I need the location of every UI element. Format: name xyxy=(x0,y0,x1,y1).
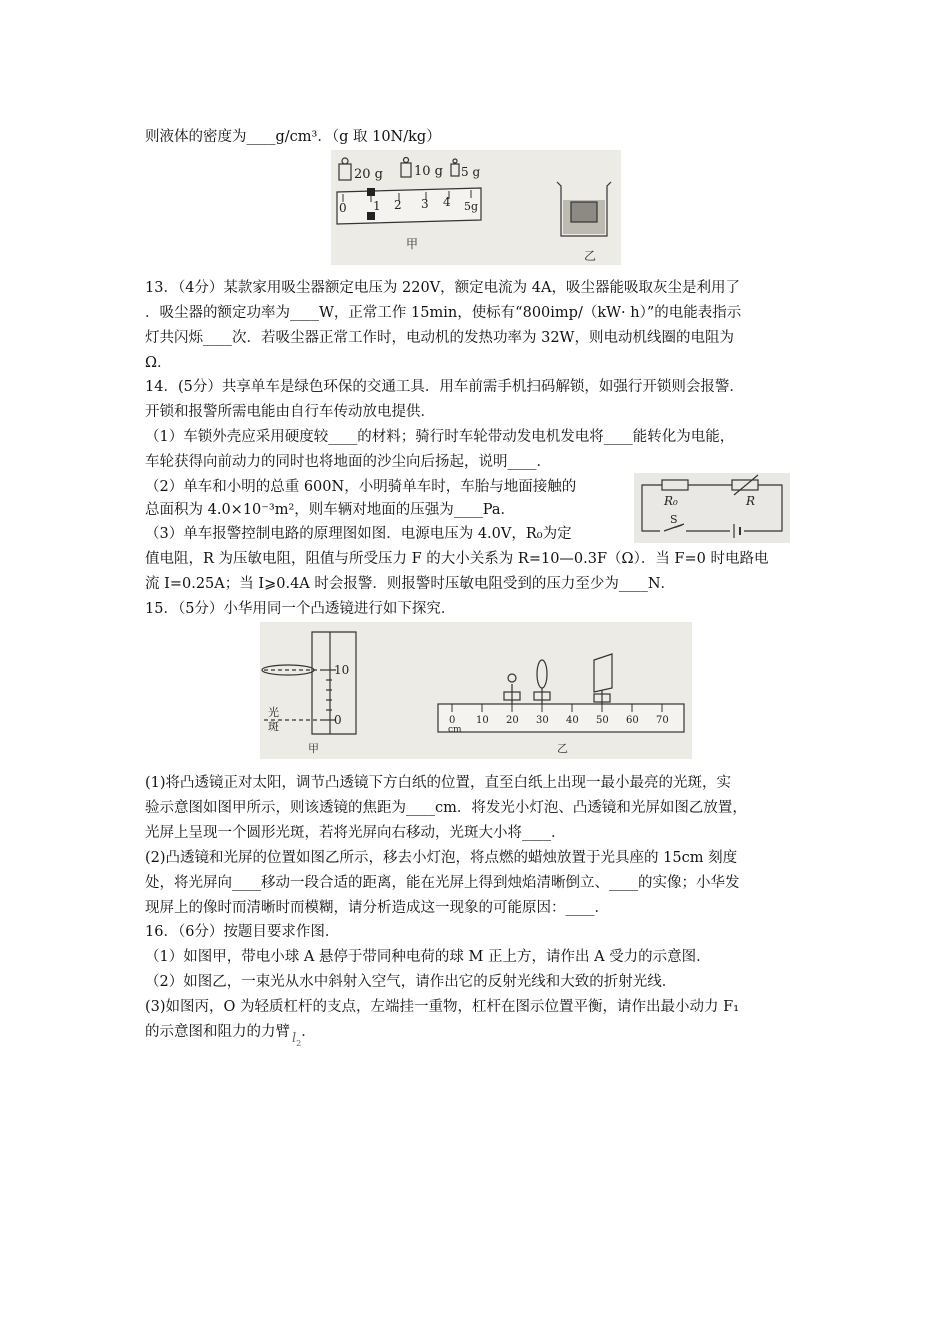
text-line: （1）车锁外壳应采用硬度较____的材料；骑行时车轮带动发电机发电将____能转化为电能， xyxy=(145,429,735,445)
text-line: (3)如图丙，O 为轻质杠杆的支点，左端挂一重物，杠杆在图示位置平衡，请作出最小动力 F₁ xyxy=(145,999,740,1015)
text-line: Ω． xyxy=(145,355,172,371)
caption-yi: 乙 xyxy=(584,249,597,263)
text-line: 总面积为 4.0×10⁻³m²，则车辆对地面的压强为____Pa． xyxy=(145,502,516,518)
text-line: (2)凸透镜和光屏的位置如图乙所示，移去小灯泡，将点燃的蜡烛放置于光具座的 15cm 刻度 xyxy=(145,850,738,866)
spot-label-1: 光 xyxy=(268,706,279,719)
weight-10g-label: 10 g xyxy=(414,164,443,179)
bench-tick-70: 70 xyxy=(656,715,669,726)
text-line: 车轮获得向前动力的同时也将地面的沙尘向后扬起，说明____． xyxy=(145,454,551,470)
caption-jia: 甲 xyxy=(308,742,319,755)
weight-5g-label: 5 g xyxy=(461,165,481,179)
text-line: 开锁和报警所需电能由自行车传动放电提供． xyxy=(145,404,435,420)
rider-bottom xyxy=(367,212,375,220)
text-line: 15．（5分）小华用同一个凸透镜进行如下探究． xyxy=(145,601,456,617)
text-line: 流 I=0.25A；当 I⩾0.4A 时会报警．则报警时压敏电阻受到的压力至少为____N． xyxy=(145,576,676,592)
ruler-label-0: 0 xyxy=(334,713,342,727)
text-fragment: ． xyxy=(301,1024,316,1040)
scale-label-0: 0 xyxy=(339,201,347,215)
weight-20g-label: 20 g xyxy=(354,167,383,182)
bench-tick-50: 50 xyxy=(596,715,609,726)
caption-jia: 甲 xyxy=(406,237,419,251)
text-line: 值电阻，R 为压敏电阻，阻值与所受压力 F 的大小关系为 R=10—0.3F（Ω）．当 F=0 时电路电 xyxy=(145,551,769,567)
optical-bench xyxy=(438,704,684,732)
rider-top xyxy=(367,188,375,196)
scale-label-2: 2 xyxy=(394,198,402,212)
convex-lens-icon xyxy=(534,660,550,704)
r0-label: R₀ xyxy=(664,494,678,508)
bench-tick-0: 0 xyxy=(449,715,456,726)
l2-subscript: 2 xyxy=(296,1039,302,1048)
bulb-icon xyxy=(504,674,520,704)
text-line: （2）单车和小明的总重 600N，小明骑单车时，车胎与地面接触的 xyxy=(145,479,577,495)
r-label: R xyxy=(746,494,756,508)
text-line: 16．（6分）按题目要求作图． xyxy=(145,924,340,940)
scale-label-4: 4 xyxy=(443,195,451,209)
text-line: （2）如图乙，一束光从水中斜射入空气，请作出它的反射光线和大致的折射光线． xyxy=(145,974,677,990)
bench-tick-30: 30 xyxy=(536,715,549,726)
scale-label-1: 1 xyxy=(373,199,381,213)
bench-tick-20: 20 xyxy=(506,715,519,726)
text-line: (1)将凸透镜正对太阳，调节凸透镜下方白纸的位置，直至白纸上出现一最小最亮的光斑，实 xyxy=(145,775,732,791)
text-line: 14．(5分）共享单车是绿色环保的交通工具．用车前需手机扫码解锁，如强行开锁则会报警． xyxy=(145,379,744,395)
text-line: 光屏上呈现一个圆形光斑，若将光屏向右移动，光斑大小将____． xyxy=(145,825,566,841)
lens-experiment-figure xyxy=(260,622,692,759)
l2-symbol: l xyxy=(292,1031,297,1046)
balance-beaker-figure xyxy=(331,150,621,265)
bench-tick-40: 40 xyxy=(566,715,579,726)
scale-label-5g: 5g xyxy=(464,200,479,213)
text-line: 处，将光屏向____移动一段合适的距离，能在光屏上得到烛焰清晰倒立、____的实像；小华发 xyxy=(145,875,740,891)
bench-tick-10: 10 xyxy=(476,715,489,726)
text-line: ．吸尘器的额定功率为____W，正常工作 15min，使标有“800imp/（kW· h）”的电能表指示 xyxy=(145,305,742,321)
text-fragment: 的示意图和阻力的力臂 xyxy=(145,1024,290,1040)
ruler-label-10: 10 xyxy=(334,663,350,677)
bench-tick-60: 60 xyxy=(626,715,639,726)
scale-beam xyxy=(337,188,481,224)
text-line: （3）单车报警控制电路的原理图如图．电源电压为 4.0V，R₀为定 xyxy=(145,526,572,542)
switch-label: S xyxy=(670,513,678,526)
screen-icon xyxy=(594,654,612,704)
text-line: 灯共闪烁____次．若吸尘器正常工作时，电动机的发热功率为 32W，则电动机线圈的电阻为 xyxy=(145,330,734,346)
beaker-icon xyxy=(557,182,611,236)
text-line: 则液体的密度为____g/cm³．（g 取 10N/kg） xyxy=(145,129,441,145)
bench-unit: cm xyxy=(448,725,462,735)
text-line: （1）如图甲，带电小球 A 悬停于带同种电荷的球 M 正上方，请作出 A 受力的示意图． xyxy=(145,949,711,965)
alarm-circuit-figure xyxy=(634,473,790,543)
text-line: 13．（4分）某款家用吸尘器额定电压为 220V，额定电流为 4A，吸尘器能吸取灰尘是利用了 xyxy=(145,280,740,296)
text-line-last xyxy=(145,1022,316,1054)
caption-yi: 乙 xyxy=(557,742,568,755)
scale-label-3: 3 xyxy=(421,197,429,211)
text-line: 现屏上的像时而清晰时而模糊，请分析造成这一现象的可能原因：____． xyxy=(145,900,609,916)
text-line: 验示意图如图甲所示，则该透镜的焦距为____cm．将发光小灯泡、凸透镜和光屏如图乙放置， xyxy=(145,800,747,816)
spot-label-2: 斑 xyxy=(268,720,279,733)
